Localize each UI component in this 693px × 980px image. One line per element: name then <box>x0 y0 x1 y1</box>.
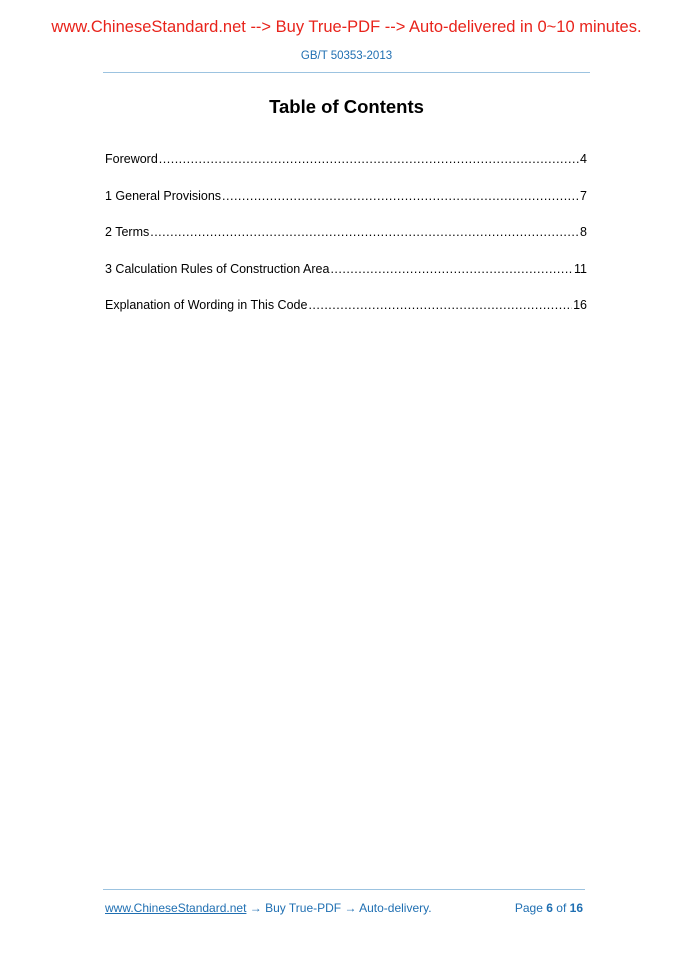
page-indicator <box>515 901 583 915</box>
toc-entry-label: 1 General Provisions <box>105 188 222 203</box>
toc-entry-label: Explanation of Wording in This Code <box>105 298 308 312</box>
top-banner-link[interactable]: www.ChineseStandard.net --> Buy True-PDF --> Auto-delivered in 0~10 minutes. <box>51 18 642 36</box>
toc-entry-label: 2 Terms <box>105 225 150 239</box>
of-word: of <box>556 901 567 915</box>
standard-code: GB/T 50353-2013 <box>300 50 393 62</box>
toc-list <box>105 152 587 335</box>
toc-entry-foreword[interactable] <box>105 152 587 189</box>
toc-entry-page: 16 <box>573 298 587 312</box>
current-page-number: 6 <box>546 901 553 915</box>
toc-entry-calculation-rules[interactable] <box>105 262 587 299</box>
toc-entry-label: Foreword <box>105 152 158 166</box>
toc-entry-explanation-of-wording[interactable] <box>105 298 587 335</box>
footer-tagline: → Buy True-PDF → Auto-delivery. <box>246 901 432 915</box>
toc-title: Table of Contents <box>269 96 424 117</box>
toc-entry-label: 3 Calculation Rules of Construction Area <box>105 261 330 276</box>
toc-entry-page: 7 <box>580 188 587 203</box>
toc-entry-general-provisions[interactable] <box>105 189 587 226</box>
total-pages-number: 16 <box>569 901 583 915</box>
page-footer <box>105 901 583 915</box>
footer-promo <box>105 901 432 915</box>
footer-divider <box>103 889 585 890</box>
toc-dot-leader <box>308 298 572 312</box>
toc-entry-page: 4 <box>580 152 587 166</box>
header-divider <box>103 72 590 73</box>
toc-entry-terms[interactable] <box>105 225 587 262</box>
page-word: Page <box>514 901 543 915</box>
footer-site-link[interactable]: www.ChineseStandard.net <box>105 901 247 915</box>
toc-dot-leader <box>150 225 579 239</box>
toc-entry-page: 11 <box>574 261 587 276</box>
toc-dot-leader <box>330 262 573 276</box>
toc-dot-leader <box>159 152 579 166</box>
toc-dot-leader <box>222 189 579 203</box>
toc-entry-page: 8 <box>580 225 587 239</box>
